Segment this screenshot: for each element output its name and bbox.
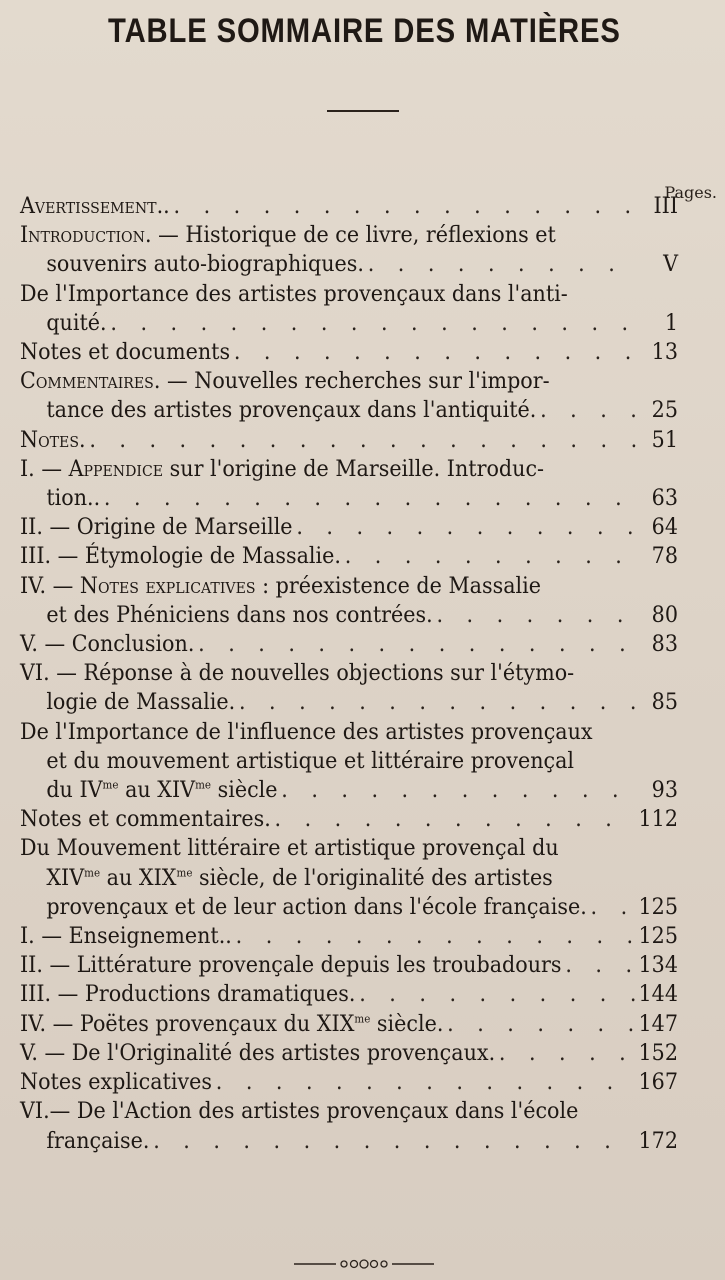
toc-entry-title: [20, 426, 86, 455]
superscript: me: [176, 866, 193, 880]
toc-entry-line: [20, 192, 678, 221]
toc-entry-title: [46, 893, 586, 922]
toc-entry-line: [20, 426, 678, 455]
dot-leader: [110, 309, 636, 338]
toc-entry-title: [46, 1127, 149, 1156]
page-number: 125: [638, 924, 678, 950]
toc-entry-title: [20, 572, 541, 601]
toc-entry: [20, 192, 678, 221]
page-title: TABLE SOMMAIRE DES MATIÈRES: [108, 12, 621, 50]
toc-entry: [20, 221, 678, 279]
toc-entry: [20, 280, 678, 338]
page-number: 167: [638, 1070, 678, 1096]
toc-entry-title: [20, 513, 293, 542]
entry-text: .: [79, 427, 86, 453]
toc-entry-title: [46, 309, 106, 338]
toc-entry: [20, 426, 678, 455]
toc-entry-title: [20, 1068, 212, 1097]
toc-entry-title: [20, 542, 341, 571]
toc-entry: [20, 513, 678, 542]
toc-entry-line: [20, 922, 678, 951]
toc-entry-line: [20, 572, 678, 601]
toc-entry-title: [20, 922, 232, 951]
toc-entry-line: [20, 542, 678, 571]
dot-leader: [281, 776, 636, 805]
entry-text: XIV: [46, 865, 85, 891]
toc-entry-title: [20, 455, 544, 484]
toc-entry-line: [20, 1010, 678, 1039]
toc-entry: [20, 980, 678, 1009]
toc-entry-line: [20, 1127, 678, 1156]
superscript: me: [102, 778, 119, 792]
entry-text: française.: [46, 1128, 150, 1154]
toc-entry-title: [20, 951, 562, 980]
entry-text: siècle, de l'originalité des artistes: [192, 865, 553, 891]
page-number: 13: [651, 340, 678, 366]
toc-entry-line: [20, 864, 678, 893]
dot-leader: [436, 601, 636, 630]
toc-entry-line: [20, 718, 678, 747]
dot-leader: [540, 396, 637, 425]
dot-leader: [345, 542, 637, 571]
dot-leader: [236, 922, 635, 951]
entry-text: V. — De l'Originalité des artistes provençaux.: [20, 1040, 496, 1066]
toc-entry-title: [20, 221, 556, 250]
entry-text: souvenirs auto-biographiques.: [46, 252, 364, 278]
page-number: 64: [651, 515, 678, 541]
page-number: 78: [651, 544, 678, 570]
entry-text: VI. — Réponse à de nouvelles objections sur l'étymo-: [20, 661, 575, 687]
page-number: 172: [638, 1128, 678, 1154]
toc-entry-title: [20, 805, 271, 834]
entry-text: VI.— De l'Action des artistes provençaux dans l'école: [20, 1099, 579, 1125]
toc-entry-title: [46, 484, 100, 513]
page-number: 144: [638, 982, 678, 1008]
toc-entry: [20, 455, 678, 513]
entry-text: III. — Étymologie de Massalie.: [20, 544, 341, 570]
toc-entry-line: [20, 221, 678, 250]
page-number: V: [663, 252, 678, 278]
toc-entry-line: [20, 250, 678, 279]
toc-entry-title: [20, 338, 230, 367]
toc-entry-line: [20, 455, 678, 484]
page-number: 51: [651, 427, 678, 453]
toc-entry: [20, 1068, 678, 1097]
entry-text: quité.: [46, 310, 107, 336]
dot-leader: [368, 250, 637, 279]
toc-entry: [20, 572, 678, 630]
toc-entry-title: [20, 1039, 495, 1068]
toc-entry-title: [20, 980, 355, 1009]
small-caps-heading: Appendice: [68, 456, 164, 482]
dot-leader: [239, 688, 637, 717]
toc-entry-line: [20, 484, 678, 513]
small-caps-heading: Avertissement: [20, 194, 157, 219]
toc-entry-title: [46, 688, 235, 717]
toc-entry-line: [20, 834, 678, 863]
small-caps-heading: Notes: [20, 427, 80, 453]
small-caps-heading: Commentaires: [20, 369, 154, 395]
page-number: 152: [638, 1040, 678, 1066]
toc-entry-line: [20, 309, 678, 338]
entry-text: et des Phéniciens dans nos contrées.: [46, 602, 433, 628]
toc-entry: [20, 1039, 678, 1068]
page-number: 85: [651, 690, 678, 716]
toc-entry-line: [20, 688, 678, 717]
entry-text: I. — Enseignement..: [20, 924, 232, 950]
page-number: 93: [651, 778, 678, 804]
toc-entry-line: [20, 280, 678, 309]
toc-entry: [20, 338, 678, 367]
entry-text: III. — Productions dramatiques.: [20, 982, 356, 1008]
superscript: me: [195, 778, 212, 792]
toc-entry-line: [20, 776, 678, 805]
toc-entry-title: [46, 601, 432, 630]
entry-text: provençaux et de leur action dans l'école française.: [46, 894, 587, 920]
toc-entry: [20, 834, 678, 922]
entry-text: . — Nouvelles recherches sur l'impor-: [153, 369, 550, 395]
entry-text: I. —: [20, 456, 69, 482]
entry-text: : préexistence de Massalie: [255, 573, 541, 599]
toc-entry-title: [20, 280, 568, 309]
toc-entry-line: [20, 396, 678, 425]
dot-leader: [198, 630, 636, 659]
toc-entry-line: [20, 805, 678, 834]
entry-text: tion..: [46, 486, 101, 512]
dot-leader: [275, 805, 635, 834]
dot-leader: [104, 484, 637, 513]
toc-entry-title: [20, 834, 559, 863]
entry-text: Notes explicatives: [20, 1070, 213, 1096]
dot-leader: [234, 338, 637, 367]
entry-text: De l'Importance de l'influence des artistes provençaux: [20, 719, 593, 745]
toc-entry-title: [46, 776, 277, 805]
entry-text: De l'Importance des artistes provençaux dans l'anti-: [20, 281, 568, 307]
entry-text: II. — Littérature provençale depuis les troubadours: [20, 953, 562, 979]
toc-entry-title: [20, 630, 194, 659]
entry-text: logie de Massalie.: [46, 690, 236, 716]
entry-text: et du mouvement artistique et littéraire provençal: [46, 748, 575, 774]
superscript: me: [354, 1012, 371, 1026]
small-caps-heading: Introduction: [20, 223, 145, 249]
toc-entry: [20, 805, 678, 834]
dot-leader: [359, 980, 635, 1009]
dot-leader: [174, 192, 637, 221]
entry-text: tance des artistes provençaux dans l'antiquité.: [46, 398, 537, 424]
dot-leader: [89, 426, 636, 455]
toc-entry-title: [20, 1097, 578, 1126]
dot-leader: [591, 893, 635, 922]
entry-text: IV. — Poëtes provençaux du XIX: [20, 1011, 355, 1037]
entry-text: V. — Conclusion.: [20, 632, 195, 658]
toc-entry-line: [20, 630, 678, 659]
page-number: III: [653, 194, 678, 219]
toc-entry-title: [20, 718, 593, 747]
toc-entry: [20, 922, 678, 951]
toc-entry: [20, 718, 678, 806]
toc-entry-title: [46, 396, 536, 425]
page-number: 25: [651, 398, 678, 424]
toc-entry: [20, 367, 678, 425]
superscript: me: [84, 866, 101, 880]
toc-entry-line: [20, 893, 678, 922]
entry-text: II. — Origine de Marseille: [20, 515, 293, 541]
page-number: 83: [651, 632, 678, 658]
toc-entry-line: [20, 951, 678, 980]
page-number: 1: [664, 310, 678, 336]
page-number: 80: [651, 602, 678, 628]
ornament-divider: [294, 1256, 434, 1272]
toc-entry-line: [20, 1039, 678, 1068]
dot-leader: [296, 513, 636, 542]
page-number: 63: [651, 486, 678, 512]
toc-entry-line: [20, 980, 678, 1009]
toc-entry-line: [20, 1097, 678, 1126]
page-number: 125: [638, 894, 678, 920]
entry-text: ..: [156, 194, 170, 219]
toc-entry: [20, 1097, 678, 1155]
dot-leader: [447, 1010, 635, 1039]
entry-text: siècle.: [370, 1011, 444, 1037]
dot-leader: [216, 1068, 635, 1097]
toc-entry-title: [20, 192, 170, 221]
toc-entry: [20, 542, 678, 571]
toc-entry-line: [20, 601, 678, 630]
page-number: 147: [638, 1011, 678, 1037]
small-caps-heading: Notes explicatives: [79, 573, 256, 599]
entry-text: au XIV: [118, 778, 196, 804]
toc-entry-title: [46, 250, 364, 279]
toc-entry: [20, 630, 678, 659]
toc-entry-line: [20, 747, 678, 776]
toc-entry: [20, 951, 678, 980]
toc-entry: [20, 659, 678, 717]
dot-leader: [153, 1127, 635, 1156]
toc-entry: [20, 1010, 678, 1039]
entry-text: . — Historique de ce livre, réflexions et: [144, 223, 556, 249]
toc-entry-title: [20, 659, 574, 688]
dot-leader: [565, 951, 634, 980]
entry-text: Notes et commentaires.: [20, 807, 271, 833]
toc-entry-line: [20, 1068, 678, 1097]
toc-entry-line: [20, 513, 678, 542]
table-of-contents: [20, 192, 678, 1156]
toc-entry-title: [46, 747, 574, 776]
toc-entry-line: [20, 659, 678, 688]
toc-entry-title: [20, 367, 550, 396]
entry-text: du IV: [46, 778, 103, 804]
entry-text: siècle: [211, 778, 278, 804]
toc-entry-line: [20, 367, 678, 396]
entry-text: IV. —: [20, 573, 80, 599]
toc-entry-line: [20, 338, 678, 367]
entry-text: Notes et documents: [20, 340, 231, 366]
entry-text: au XIX: [100, 865, 177, 891]
entry-text: Du Mouvement littéraire et artistique provençal du: [20, 836, 559, 862]
page-number: 134: [638, 953, 678, 979]
page-number: 112: [638, 807, 678, 833]
pages-column-label: Pages.: [664, 183, 717, 202]
dot-leader: [499, 1039, 635, 1068]
toc-entry-title: [20, 1010, 443, 1039]
entry-text: sur l'origine de Marseille. Introduc-: [163, 456, 545, 482]
toc-entry-title: [46, 864, 552, 893]
title-rule: [327, 110, 399, 112]
